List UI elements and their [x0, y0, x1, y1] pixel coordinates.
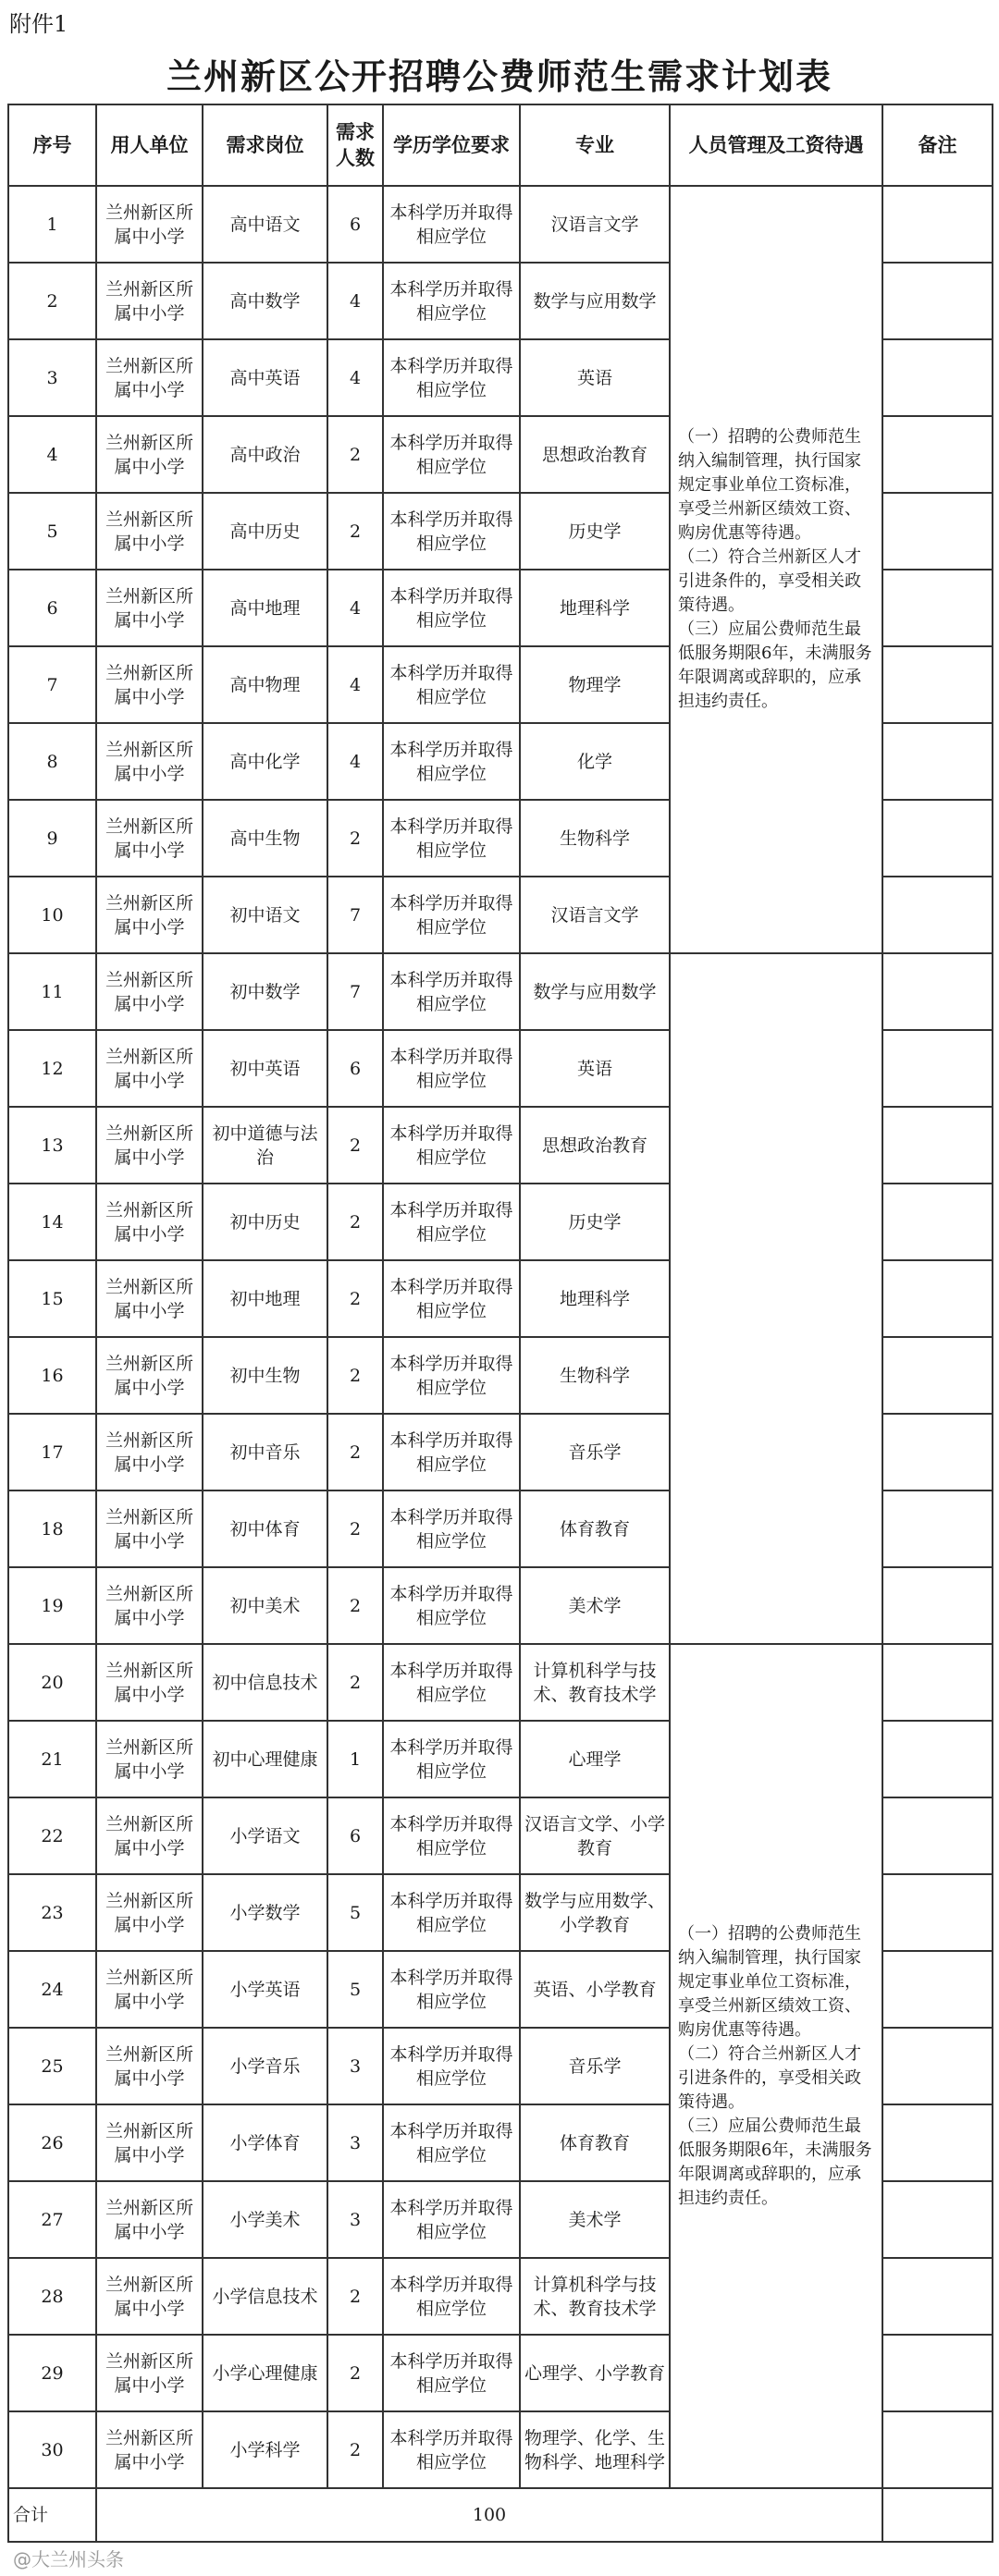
row-degree: 本科学历并取得相应学位 — [383, 2335, 520, 2411]
row-unit: 兰州新区所属中小学 — [96, 877, 203, 953]
row-degree: 本科学历并取得相应学位 — [383, 570, 520, 646]
row-post: 初中心理健康 — [203, 1721, 327, 1797]
row-note — [882, 1490, 993, 1567]
row-degree: 本科学历并取得相应学位 — [383, 493, 520, 570]
row-unit: 兰州新区所属中小学 — [96, 953, 203, 1030]
row-unit: 兰州新区所属中小学 — [96, 2181, 203, 2258]
row-seq: 10 — [8, 877, 96, 953]
row-unit: 兰州新区所属中小学 — [96, 2104, 203, 2181]
row-major: 音乐学 — [520, 1414, 670, 1490]
row-seq: 18 — [8, 1490, 96, 1567]
mgmt-remark-block-1 — [670, 186, 882, 953]
row-unit: 兰州新区所属中小学 — [96, 1184, 203, 1260]
row-note — [882, 723, 993, 800]
row-unit: 兰州新区所属中小学 — [96, 1874, 203, 1951]
row-post: 小学体育 — [203, 2104, 327, 2181]
table-header-row — [8, 104, 993, 186]
row-post: 高中地理 — [203, 570, 327, 646]
table-row — [8, 1414, 993, 1490]
row-post: 小学信息技术 — [203, 2258, 327, 2335]
row-degree: 本科学历并取得相应学位 — [383, 2028, 520, 2104]
row-count: 2 — [327, 1490, 383, 1567]
row-unit: 兰州新区所属中小学 — [96, 493, 203, 570]
row-seq: 28 — [8, 2258, 96, 2335]
row-seq: 1 — [8, 186, 96, 263]
row-major: 计算机科学与技术、教育技术学 — [520, 1644, 670, 1721]
row-post: 初中数学 — [203, 953, 327, 1030]
row-note — [882, 1951, 993, 2028]
row-major: 化学 — [520, 723, 670, 800]
row-count: 2 — [327, 2258, 383, 2335]
row-unit: 兰州新区所属中小学 — [96, 1030, 203, 1107]
row-count: 6 — [327, 1030, 383, 1107]
row-seq: 26 — [8, 2104, 96, 2181]
row-count: 1 — [327, 1721, 383, 1797]
header-seq: 序号 — [8, 104, 96, 186]
row-seq: 14 — [8, 1184, 96, 1260]
row-note — [882, 2104, 993, 2181]
row-seq: 12 — [8, 1030, 96, 1107]
row-count: 2 — [327, 1260, 383, 1337]
header-count: 需求 人数 — [327, 104, 383, 186]
row-post: 初中地理 — [203, 1260, 327, 1337]
header-mgmt: 人员管理及工资待遇 — [670, 104, 882, 186]
row-major: 历史学 — [520, 493, 670, 570]
row-unit: 兰州新区所属中小学 — [96, 646, 203, 723]
row-count: 2 — [327, 1184, 383, 1260]
row-note — [882, 1030, 993, 1107]
row-count: 3 — [327, 2181, 383, 2258]
row-post: 小学美术 — [203, 2181, 327, 2258]
row-note — [882, 800, 993, 877]
page-title: 兰州新区公开招聘公费师范生需求计划表 — [166, 56, 832, 97]
row-major: 汉语言文学 — [520, 877, 670, 953]
mgmt-remark-paragraph: （三）应届公费师范生最低服务期限6年，未满服务年限调离或辞职的，应承担违约责任。 — [678, 2116, 872, 2208]
row-note — [882, 1567, 993, 1644]
row-post: 小学心理健康 — [203, 2335, 327, 2411]
mgmt-remark-paragraph: （二）符合兰州新区人才引进条件的，享受相关政策待遇。 — [678, 2043, 861, 2112]
row-seq: 4 — [8, 416, 96, 493]
row-major: 美术学 — [520, 1567, 670, 1644]
row-count: 2 — [327, 1414, 383, 1490]
row-count: 4 — [327, 263, 383, 339]
row-count: 2 — [327, 493, 383, 570]
row-seq: 19 — [8, 1567, 96, 1644]
row-major: 美术学 — [520, 2181, 670, 2258]
mgmt-empty — [670, 1184, 882, 1260]
row-count: 2 — [327, 416, 383, 493]
row-seq: 27 — [8, 2181, 96, 2258]
row-note — [882, 1107, 993, 1184]
header-unit: 用人单位 — [96, 104, 203, 186]
row-seq: 6 — [8, 570, 96, 646]
row-unit: 兰州新区所属中小学 — [96, 1107, 203, 1184]
table-row — [8, 1337, 993, 1414]
row-major: 数学与应用数学 — [520, 953, 670, 1030]
row-degree: 本科学历并取得相应学位 — [383, 953, 520, 1030]
row-count: 3 — [327, 2104, 383, 2181]
row-post: 高中英语 — [203, 339, 327, 416]
row-count: 4 — [327, 646, 383, 723]
row-count: 7 — [327, 953, 383, 1030]
row-count: 2 — [327, 1107, 383, 1184]
table-row — [8, 186, 993, 263]
row-note — [882, 263, 993, 339]
row-count: 4 — [327, 339, 383, 416]
row-note — [882, 2028, 993, 2104]
row-count: 5 — [327, 1951, 383, 2028]
row-unit: 兰州新区所属中小学 — [96, 1260, 203, 1337]
mgmt-remark-paragraph: （一）招聘的公费师范生纳入编制管理，执行国家规定事业单位工资标准，享受兰州新区绩效工资、购房优惠等待遇。 — [678, 1923, 861, 2040]
mgmt-empty — [670, 1030, 882, 1107]
row-seq: 13 — [8, 1107, 96, 1184]
row-unit: 兰州新区所属中小学 — [96, 1490, 203, 1567]
row-count: 4 — [327, 570, 383, 646]
row-note — [882, 1184, 993, 1260]
row-post: 小学科学 — [203, 2411, 327, 2488]
row-degree: 本科学历并取得相应学位 — [383, 1260, 520, 1337]
row-post: 高中数学 — [203, 263, 327, 339]
row-degree: 本科学历并取得相应学位 — [383, 2181, 520, 2258]
row-post: 高中生物 — [203, 800, 327, 877]
row-seq: 9 — [8, 800, 96, 877]
table-row — [8, 1030, 993, 1107]
total-row — [8, 2488, 993, 2542]
row-seq: 22 — [8, 1797, 96, 1874]
row-count: 2 — [327, 1337, 383, 1414]
row-note — [882, 570, 993, 646]
row-post: 初中语文 — [203, 877, 327, 953]
row-seq: 8 — [8, 723, 96, 800]
row-unit: 兰州新区所属中小学 — [96, 800, 203, 877]
row-degree: 本科学历并取得相应学位 — [383, 416, 520, 493]
mgmt-empty — [670, 953, 882, 1030]
row-unit: 兰州新区所属中小学 — [96, 2335, 203, 2411]
row-unit: 兰州新区所属中小学 — [96, 1797, 203, 1874]
row-major: 心理学、小学教育 — [520, 2335, 670, 2411]
row-post: 高中化学 — [203, 723, 327, 800]
row-seq: 2 — [8, 263, 96, 339]
table-row — [8, 1567, 993, 1644]
row-note — [882, 646, 993, 723]
header-major: 专业 — [520, 104, 670, 186]
row-major: 地理科学 — [520, 1260, 670, 1337]
row-count: 2 — [327, 800, 383, 877]
row-degree: 本科学历并取得相应学位 — [383, 186, 520, 263]
row-degree: 本科学历并取得相应学位 — [383, 800, 520, 877]
row-degree: 本科学历并取得相应学位 — [383, 877, 520, 953]
mgmt-remark-block-2 — [670, 1644, 882, 2488]
row-degree: 本科学历并取得相应学位 — [383, 646, 520, 723]
row-major: 体育教育 — [520, 1490, 670, 1567]
row-note — [882, 1644, 993, 1721]
row-major: 历史学 — [520, 1184, 670, 1260]
row-post: 高中语文 — [203, 186, 327, 263]
total-note — [882, 2488, 993, 2542]
header-note: 备注 — [882, 104, 993, 186]
row-degree: 本科学历并取得相应学位 — [383, 1644, 520, 1721]
row-unit: 兰州新区所属中小学 — [96, 263, 203, 339]
row-major: 生物科学 — [520, 1337, 670, 1414]
row-seq: 16 — [8, 1337, 96, 1414]
row-seq: 30 — [8, 2411, 96, 2488]
row-degree: 本科学历并取得相应学位 — [383, 1567, 520, 1644]
row-major: 英语 — [520, 339, 670, 416]
row-major: 思想政治教育 — [520, 1107, 670, 1184]
row-post: 初中音乐 — [203, 1414, 327, 1490]
row-note — [882, 493, 993, 570]
row-degree: 本科学历并取得相应学位 — [383, 2411, 520, 2488]
row-unit: 兰州新区所属中小学 — [96, 1644, 203, 1721]
row-count: 3 — [327, 2028, 383, 2104]
row-unit: 兰州新区所属中小学 — [96, 1721, 203, 1797]
row-unit: 兰州新区所属中小学 — [96, 2411, 203, 2488]
row-post: 小学语文 — [203, 1797, 327, 1874]
row-degree: 本科学历并取得相应学位 — [383, 1951, 520, 2028]
row-unit: 兰州新区所属中小学 — [96, 723, 203, 800]
row-count: 6 — [327, 1797, 383, 1874]
total-value: 100 — [96, 2488, 882, 2542]
row-unit: 兰州新区所属中小学 — [96, 1567, 203, 1644]
row-unit: 兰州新区所属中小学 — [96, 2258, 203, 2335]
row-note — [882, 2181, 993, 2258]
total-label: 合计 — [8, 2488, 96, 2542]
row-major: 思想政治教育 — [520, 416, 670, 493]
row-major: 生物科学 — [520, 800, 670, 877]
row-degree: 本科学历并取得相应学位 — [383, 1874, 520, 1951]
row-seq: 15 — [8, 1260, 96, 1337]
mgmt-remark-paragraph: （三）应届公费师范生最低服务期限6年，未满服务年限调离或辞职的，应承担违约责任。 — [678, 619, 872, 711]
row-post: 初中信息技术 — [203, 1644, 327, 1721]
row-degree: 本科学历并取得相应学位 — [383, 1184, 520, 1260]
row-major: 物理学 — [520, 646, 670, 723]
mgmt-empty — [670, 1490, 882, 1567]
row-degree: 本科学历并取得相应学位 — [383, 2258, 520, 2335]
row-count: 2 — [327, 1644, 383, 1721]
row-post: 高中历史 — [203, 493, 327, 570]
row-unit: 兰州新区所属中小学 — [96, 339, 203, 416]
row-count: 4 — [327, 723, 383, 800]
row-seq: 23 — [8, 1874, 96, 1951]
row-unit: 兰州新区所属中小学 — [96, 1414, 203, 1490]
row-note — [882, 416, 993, 493]
row-note — [882, 2335, 993, 2411]
row-count: 2 — [327, 2335, 383, 2411]
row-post: 小学数学 — [203, 1874, 327, 1951]
row-unit: 兰州新区所属中小学 — [96, 1337, 203, 1414]
row-degree: 本科学历并取得相应学位 — [383, 1337, 520, 1414]
row-major: 心理学 — [520, 1721, 670, 1797]
row-note — [882, 1721, 993, 1797]
mgmt-remark-paragraph: （一）招聘的公费师范生纳入编制管理，执行国家规定事业单位工资标准，享受兰州新区绩效工资、购房优惠等待遇。 — [678, 427, 861, 543]
row-degree: 本科学历并取得相应学位 — [383, 263, 520, 339]
row-count: 2 — [327, 2411, 383, 2488]
row-post: 高中政治 — [203, 416, 327, 493]
row-note — [882, 339, 993, 416]
row-seq: 3 — [8, 339, 96, 416]
row-note — [882, 1260, 993, 1337]
row-seq: 21 — [8, 1721, 96, 1797]
row-major: 体育教育 — [520, 2104, 670, 2181]
row-major: 数学与应用数学、小学教育 — [520, 1874, 670, 1951]
row-seq: 17 — [8, 1414, 96, 1490]
row-count: 6 — [327, 186, 383, 263]
table-row — [8, 1490, 993, 1567]
row-major: 汉语言文学、小学教育 — [520, 1797, 670, 1874]
row-degree: 本科学历并取得相应学位 — [383, 1797, 520, 1874]
mgmt-empty — [670, 1260, 882, 1337]
row-count: 2 — [327, 1567, 383, 1644]
row-unit: 兰州新区所属中小学 — [96, 570, 203, 646]
row-degree: 本科学历并取得相应学位 — [383, 1490, 520, 1567]
row-count: 7 — [327, 877, 383, 953]
attachment-label: 附件1 — [9, 11, 68, 37]
row-degree: 本科学历并取得相应学位 — [383, 339, 520, 416]
header-post: 需求岗位 — [203, 104, 327, 186]
row-major: 汉语言文学 — [520, 186, 670, 263]
table-row — [8, 953, 993, 1030]
table-row — [8, 1107, 993, 1184]
row-post: 小学音乐 — [203, 2028, 327, 2104]
mgmt-empty — [670, 1567, 882, 1644]
row-post: 初中英语 — [203, 1030, 327, 1107]
row-major: 物理学、化学、生物科学、地理科学 — [520, 2411, 670, 2488]
mgmt-remark-paragraph: （二）符合兰州新区人才引进条件的，享受相关政策待遇。 — [678, 547, 861, 615]
row-degree: 本科学历并取得相应学位 — [383, 723, 520, 800]
mgmt-empty — [670, 1414, 882, 1490]
row-unit: 兰州新区所属中小学 — [96, 1951, 203, 2028]
row-seq: 24 — [8, 1951, 96, 2028]
row-unit: 兰州新区所属中小学 — [96, 2028, 203, 2104]
row-note — [882, 1337, 993, 1414]
row-note — [882, 1874, 993, 1951]
row-major: 英语、小学教育 — [520, 1951, 670, 2028]
row-seq: 20 — [8, 1644, 96, 1721]
row-major: 计算机科学与技术、教育技术学 — [520, 2258, 670, 2335]
row-post: 初中体育 — [203, 1490, 327, 1567]
row-count: 5 — [327, 1874, 383, 1951]
row-note — [882, 186, 993, 263]
row-degree: 本科学历并取得相应学位 — [383, 1721, 520, 1797]
row-post: 初中道德与法治 — [203, 1107, 327, 1184]
row-note — [882, 2258, 993, 2335]
row-seq: 29 — [8, 2335, 96, 2411]
table-row — [8, 1260, 993, 1337]
mgmt-empty — [670, 1337, 882, 1414]
row-seq: 25 — [8, 2028, 96, 2104]
row-seq: 7 — [8, 646, 96, 723]
row-note — [882, 1414, 993, 1490]
row-post: 小学英语 — [203, 1951, 327, 2028]
row-post: 初中历史 — [203, 1184, 327, 1260]
row-degree: 本科学历并取得相应学位 — [383, 2104, 520, 2181]
header-degree: 学历学位要求 — [383, 104, 520, 186]
row-major: 数学与应用数学 — [520, 263, 670, 339]
row-unit: 兰州新区所属中小学 — [96, 186, 203, 263]
row-degree: 本科学历并取得相应学位 — [383, 1414, 520, 1490]
row-seq: 11 — [8, 953, 96, 1030]
row-major: 英语 — [520, 1030, 670, 1107]
row-major: 地理科学 — [520, 570, 670, 646]
row-note — [882, 953, 993, 1030]
mgmt-empty — [670, 1107, 882, 1184]
row-degree: 本科学历并取得相应学位 — [383, 1107, 520, 1184]
row-post: 初中生物 — [203, 1337, 327, 1414]
row-post: 高中物理 — [203, 646, 327, 723]
row-note — [882, 1797, 993, 1874]
row-seq: 5 — [8, 493, 96, 570]
row-post: 初中美术 — [203, 1567, 327, 1644]
table-row — [8, 1184, 993, 1260]
row-major: 音乐学 — [520, 2028, 670, 2104]
row-unit: 兰州新区所属中小学 — [96, 416, 203, 493]
table-row — [8, 1644, 993, 1721]
demand-table — [7, 104, 993, 2543]
row-degree: 本科学历并取得相应学位 — [383, 1030, 520, 1107]
watermark: @大兰州头条 — [13, 2548, 124, 2570]
row-note — [882, 2411, 993, 2488]
row-note — [882, 877, 993, 953]
